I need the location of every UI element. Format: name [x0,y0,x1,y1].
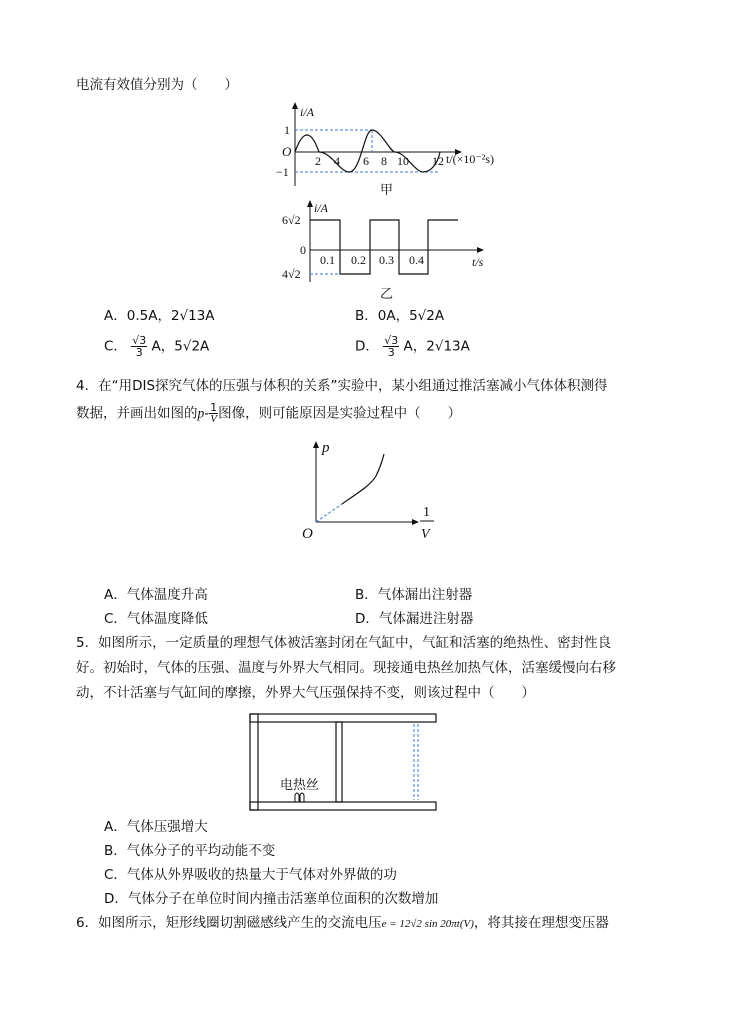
q4-line-2-a: 数据，并画出如图的 [76,405,198,422]
yi-xtick: 0.3 [379,253,394,267]
q5-option-d[interactable]: D．气体分子在单位时间内撞击活塞单位面积的次数增加 [104,891,439,907]
q3-option-d-fraction [383,335,399,358]
jia-xtick: 2 [315,154,321,168]
jia-xtick: 6 [363,154,369,168]
q4-line-2-b: 图像，则可能原因是实验过程中（ ） [218,405,462,422]
q4-inline-fraction [209,402,218,425]
jia-xlabel: t/(×10⁻²s) [446,152,495,166]
q4-graph-ylabel: p [322,440,330,456]
q3-option-d-prefix: D． [355,338,379,355]
q4-p-1v-graph [296,436,446,546]
q5-line-2: 好。初始时，气体的压强、温度与外界大气相同。现接通电热丝加热气体，活塞缓慢向右移 [76,660,616,676]
yi-ytop: 6√2 [282,213,301,227]
q4-graph-xlabel-num: 1 [423,505,430,520]
jia-xtick: 4 [334,154,340,168]
jia-origin: O [282,144,292,159]
q3-option-b[interactable]: B．0A，5√2A [355,308,445,324]
yi-xlabel: t/s [472,255,484,269]
q4-p-symbol: p [197,405,205,421]
q3-option-c[interactable] [104,335,209,358]
q5-cylinder-figure [248,712,438,816]
jia-ytick-1: 1 [284,123,290,137]
q3-option-a[interactable]: A．0.5A，2√13A [104,308,215,324]
q5-line-1: 5．如图所示，一定质量的理想气体被活塞封闭在气缸中，气缸和活塞的绝热性、密封性良 [76,635,612,651]
fraction-denominator: 3 [135,346,143,359]
q4-option-b[interactable]: B．气体漏出注射器 [355,587,473,603]
fraction-numerator: √3 [384,334,399,347]
question-3-tail: 电流有效值分别为（ ） [76,77,238,93]
yi-xtick: 0.2 [351,253,366,267]
q6-formula: e = 12√2 sin 20πt(V) [381,918,474,930]
q6-line-1-a: 6．如图所示，矩形线圈切割磁感线产生的交流电压 [76,915,382,931]
jia-ylabel: i/A [300,105,314,119]
q4-option-d[interactable]: D．气体漏进注射器 [355,611,474,627]
q5-line-3: 动，不计活塞与气缸间的摩擦，外界大气压强保持不变，则该过程中（ ） [76,685,535,701]
jia-caption: 甲 [380,182,394,196]
yi-xtick: 0.1 [320,253,335,267]
q5-heater-label: 电热丝 [280,777,320,792]
q4-option-c[interactable]: C．气体温度降低 [104,611,208,627]
q4-graph-origin: O [302,526,313,542]
jia-xtick: 8 [381,154,387,168]
jia-xtick: 10 [397,154,409,168]
q6-line-1 [76,914,609,933]
q4-line-1: 4．在“用DIS探究气体的压强与体积的关系”实验中，某小组通过推活塞减小气体体积测得 [76,378,608,394]
yi-yzero: 0 [300,243,306,257]
q4-option-a[interactable]: A．气体温度升高 [104,587,208,603]
q5-option-c[interactable]: C．气体从外界吸收的热量大于气体对外界做的功 [104,867,397,883]
figure-yi-square-wave-graph [268,198,498,302]
jia-ytick-2: −1 [276,165,289,179]
yi-ylabel: i/A [314,201,328,215]
jia-xtick: 12 [432,154,444,168]
q3-option-d[interactable] [355,335,470,358]
q5-option-a[interactable]: A．气体压强增大 [104,819,208,835]
q3-option-c-fraction [131,335,147,358]
q6-line-1-b: ，将其接在理想变压器 [473,915,609,931]
q3-option-d-suffix: A，2√13A [403,338,470,355]
yi-xtick: 0.4 [409,253,424,267]
fraction-numerator: √3 [132,334,147,347]
fraction-denominator: 3 [387,346,395,359]
q4-graph-xlabel-den: V [421,527,430,542]
q5-option-b[interactable]: B．气体分子的平均动能不变 [104,843,276,859]
q4-line-2 [76,402,461,425]
yi-caption: 乙 [380,286,394,301]
figure-jia-sine-graph [260,100,520,196]
q3-option-c-prefix: C． [104,338,127,355]
q4-dash: - [204,405,210,422]
q3-option-c-suffix: A，5√2A [151,338,210,355]
fraction-numerator: 1 [210,401,218,414]
fraction-denominator: V [210,413,217,425]
yi-ybottom: 4√2 [282,267,301,281]
